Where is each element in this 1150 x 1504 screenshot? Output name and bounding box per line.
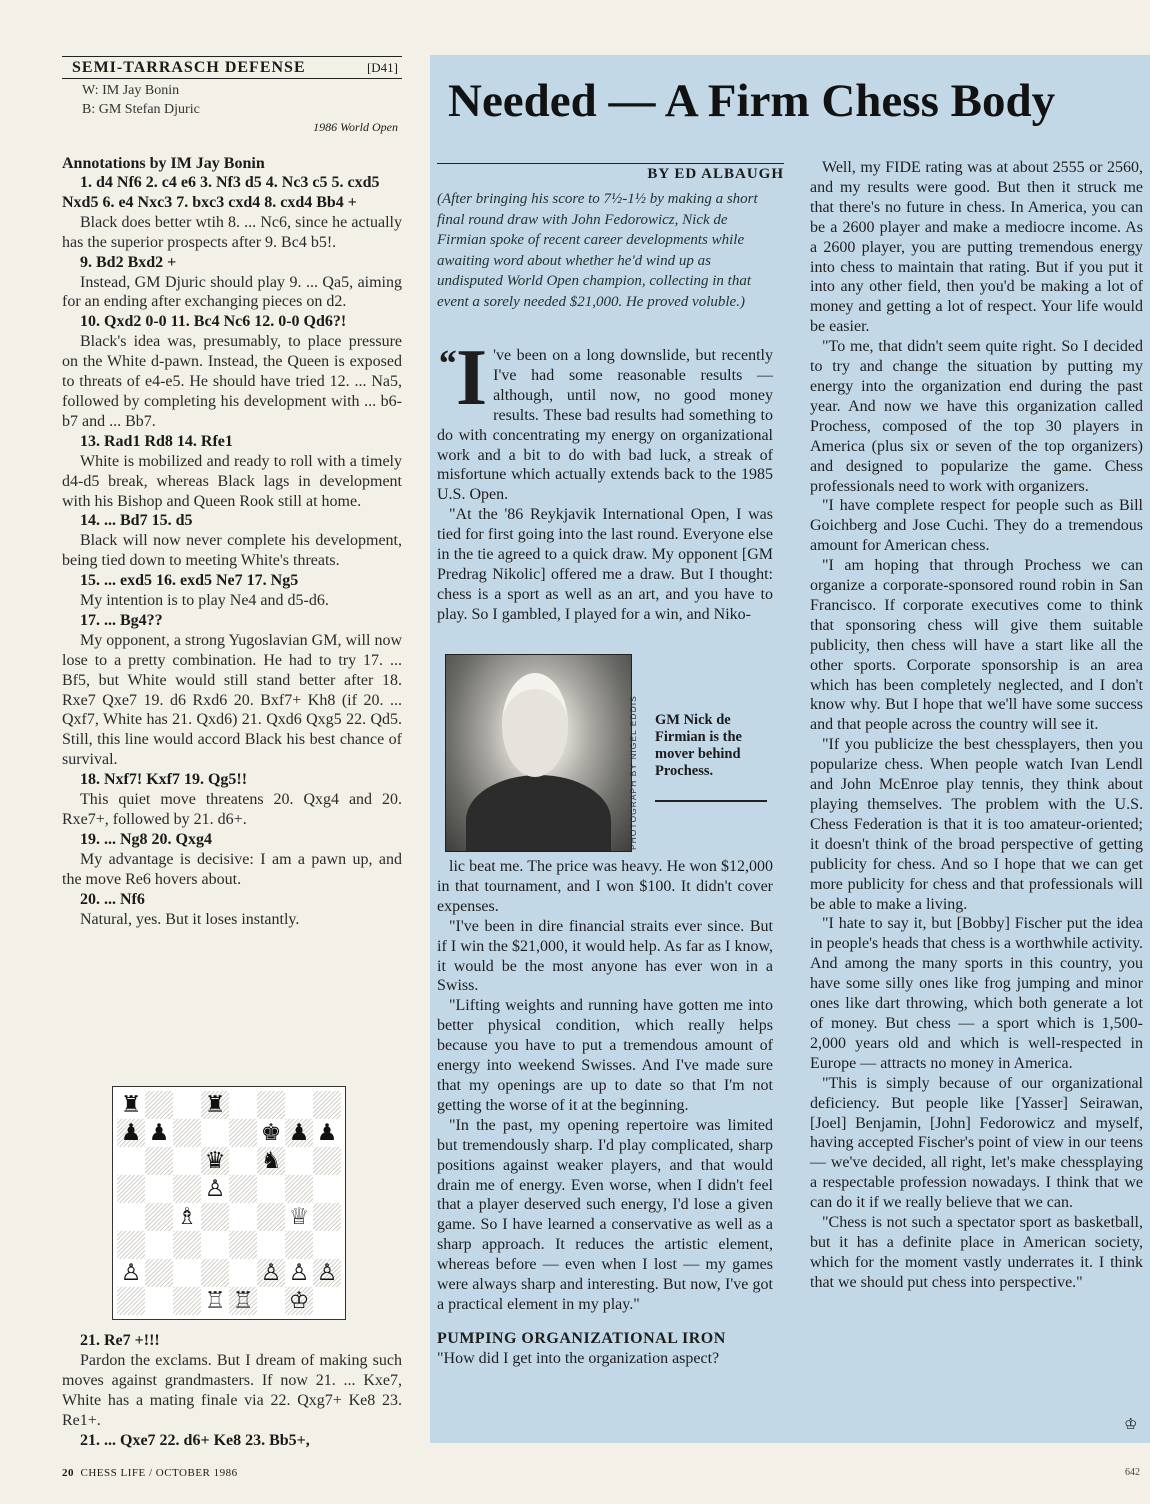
annotations-list-2: [62, 1331, 402, 1450]
magazine-line: CHESS LIFE / OCTOBER 1986: [80, 1467, 238, 1479]
game-column: [62, 56, 402, 929]
board-square: [173, 1287, 201, 1315]
board-square: ♟: [145, 1119, 173, 1147]
chess-diagram: [112, 1086, 346, 1320]
board-square: ♕: [285, 1203, 313, 1231]
column-2-paragraphs: [810, 158, 1143, 1293]
article-paragraph: "To me, that didn't seem quite right. So I decided to try and change the situation by putting my energy into the organization end during the past year. And now we have this organization called Prochess, composed of the top 30 players in America (plus six or seven of the top organizers) and designed to popularize the game. Chess professionals need to work with organizers.: [810, 338, 1143, 495]
board-square: [201, 1259, 229, 1287]
article-paragraph: "I am hoping that through Prochess we can organize a corporate-sponsored round robin in San Francisco. If corporate executives come to think that sponsoring chess will give them suitable publicity, then chess will have a start like all the other sports. Corporate sponsorship is an area which has been completely neglected, and I don't know why. But I hope that we'll have some success and that people across the country will see it.: [810, 557, 1143, 734]
subhead: PUMPING ORGANIZATIONAL IRON: [437, 1329, 726, 1347]
move-line: 21. Re7 +!!!: [80, 1332, 160, 1349]
caption-rule: [655, 800, 767, 802]
article-column-2: [810, 158, 1143, 1293]
headline: Needed — A Firm Chess Body: [448, 75, 1056, 127]
board-square: ♚: [257, 1119, 285, 1147]
board-square: ♙: [117, 1259, 145, 1287]
page-number: 20: [62, 1467, 74, 1479]
board-square: [229, 1259, 257, 1287]
board-square: [145, 1231, 173, 1259]
board-square: [313, 1287, 341, 1315]
annotations-list: [62, 173, 402, 929]
portrait-photo: [445, 654, 632, 852]
board-square: [145, 1203, 173, 1231]
move-line: 13. Rad1 Rd8 14. Rfe1: [80, 432, 233, 450]
annotation-note: Natural, yes. But it loses instantly.: [80, 910, 300, 928]
board-square: [257, 1287, 285, 1315]
board-square: [313, 1231, 341, 1259]
board-square: [285, 1231, 313, 1259]
board-square: [313, 1147, 341, 1175]
open-quote-mark: “: [437, 343, 456, 385]
article-paragraph: "I have complete respect for people such as Bill Goichberg and Jose Cuchi. They do a tremendous amount for American chess.: [810, 497, 1143, 555]
opening-paragraph: [437, 334, 773, 505]
move-line: 10. Qxd2 0-0 11. Bc4 Nc6 12. 0-0 Qd6?!: [80, 313, 347, 331]
article-paragraph: "At the '86 Reykjavik International Open, I was tied for first going into the last round. Everyone else in the tie agreed to a quick draw. My opponent [GM Predrag Nikolic] offered me a draw. But I thought: chess is a sport as well as an art, and you have to play. So I gambled, I played for a win, and Niko-: [437, 506, 773, 623]
chess-board: [117, 1091, 341, 1315]
annotation-note: White is mobilized and ready to roll with a timely d4-d5 break, whereas Black lags in development with his Bishop and Queen Rook still at home.: [62, 452, 402, 510]
move-line: 20. ... Nf6: [80, 890, 145, 908]
board-square: ♟: [313, 1119, 341, 1147]
photo-shirt: [466, 775, 611, 852]
photo-caption: GM Nick de Firmian is the mover behind Prochess.: [655, 712, 742, 779]
board-square: [117, 1231, 145, 1259]
board-square: [229, 1175, 257, 1203]
event-name: 1986 World Open: [313, 120, 398, 134]
board-square: [313, 1203, 341, 1231]
board-square: ♞: [257, 1147, 285, 1175]
move-line: 21. ... Qxe7 22. d6+ Ke8 23. Bb5+,: [80, 1431, 310, 1449]
board-square: [257, 1231, 285, 1259]
move-line: 14. ... Bd7 15. d5: [80, 512, 193, 530]
board-square: [117, 1147, 145, 1175]
board-square: [257, 1091, 285, 1119]
subhead-paragraph: "How did I get into the organization aspect?: [437, 1349, 720, 1367]
board-square: [201, 1203, 229, 1231]
white-player: W: IM Jay Bonin: [82, 83, 180, 98]
article-paragraph: "Lifting weights and running have gotten me into better physical condition, which really helps because you have to put a tremendous amount of energy into weekend Swisses. And I've made sure that my openings are up to date so that I'm not getting the worse of it at the beginning.: [437, 997, 773, 1114]
board-square: [173, 1091, 201, 1119]
move-line: 18. Nxf7! Kxf7 19. Qg5!!: [80, 771, 248, 789]
move-line: 19. ... Ng8 20. Qxg4: [80, 830, 212, 848]
board-square: [145, 1147, 173, 1175]
article-paragraph: lic beat me. The price was heavy. He won $12,000 in that tournament, and I won $100. It didn't cover expenses.: [437, 858, 773, 915]
board-square: [145, 1091, 173, 1119]
board-square: [285, 1175, 313, 1203]
article-paragraph: "I've been in dire financial straits ever since. But if I win the $21,000, it would help. As far as I know, it would be the most anyone has ever won in a Swiss.: [437, 917, 773, 995]
board-square: [201, 1119, 229, 1147]
annotation-note: Black's idea was, presumably, to place pressure on the White d-pawn. Instead, the Queen is exposed to threats of e4-e5. He should have tried 12. ... Na5, followed by completing his development with ... b6-b7 and ... Bb7.: [62, 333, 402, 430]
annotation-note: This quiet move threatens 20. Qxg4 and 20. Rxe7+, followed by 21. d6+.: [62, 791, 402, 828]
board-square: [313, 1175, 341, 1203]
drop-cap: I: [456, 334, 488, 422]
article-paragraph: "I hate to say it, but [Bobby] Fischer put the idea in people's heads that chess is a worthwhile activity. And among the many sports in this country, you have some silly ones like frog jumping and minor ones like dart throwing, which both generate a lot of money. But chess — a sport which is 1,500-2,000 years old and which is well-respected in Europe — attracts no money in America.: [810, 915, 1143, 1072]
board-square: [173, 1119, 201, 1147]
annotation-note: Instead, GM Djuric should play 9. ... Qa5, aiming for an ending after exchanging pieces on d2.: [62, 273, 402, 311]
move-line: 17. ... Bg4??: [80, 611, 163, 629]
article-paragraph: "If you publicize the best chessplayers, then you popularize chess. When people watch Ivan Lendl and John McEnroe play tennis, they think about playing themselves. The problem with the U.S. Chess Federation is that it is too amateur-oriented; it doesn't think of the broad perspective of getting publicity for chess. And so I hope that we can get more publicity for chess and that professionals will be able to make a living.: [810, 736, 1143, 913]
board-square: [313, 1091, 341, 1119]
board-square: [117, 1175, 145, 1203]
board-square: [173, 1175, 201, 1203]
end-mark-icon: ♔: [1124, 1415, 1138, 1433]
board-square: [145, 1259, 173, 1287]
column-1b-paragraphs: [437, 857, 773, 1315]
photo-face: [502, 673, 568, 777]
byline-rule: [437, 163, 784, 164]
annotator-line: Annotations by IM Jay Bonin: [62, 155, 265, 172]
board-square: [145, 1175, 173, 1203]
annotation-note: Black will now never complete his development, being tied down to meeting White's threats.: [62, 532, 402, 570]
black-player: B: GM Stefan Djuric: [82, 102, 200, 117]
article-paragraph: "In the past, my opening repertoire was limited but tremendously sharp. I'd play complicated, sharp positions against weaker players, and that would drain me of energy. Even worse, when I didn't feel that a player deserved such energy, I'd lose a given game. So I have learned a conservative as well as a sharp approach. It reduces the artistic element, whereas before — even when I lost — my games were always sharp and interesting. But now, I've got a practical element in my play.": [437, 1116, 773, 1313]
board-square: ♖: [229, 1287, 257, 1315]
board-square: ♛: [201, 1147, 229, 1175]
board-square: [229, 1091, 257, 1119]
board-square: [257, 1175, 285, 1203]
move-line: 9. Bd2 Bxd2 +: [80, 253, 177, 271]
board-square: [117, 1287, 145, 1315]
board-square: ♔: [285, 1287, 313, 1315]
move-line: 15. ... exd5 16. exd5 Ne7 17. Ng5: [80, 572, 299, 590]
opening-text: 've been on a long downslide, but recently I've had some reasonable results — although, until now, no good money results. These bad results had something to do with concentrating my energy on organizational work and a bit to do with bad luck, a streak of misfortune which actually extends back to the 1985 U.S. Open.: [437, 347, 773, 504]
game-header: [62, 56, 402, 79]
annotation-note: My intention is to play Ne4 and d5-d6.: [80, 592, 329, 610]
board-square: ♟: [117, 1119, 145, 1147]
board-square: [285, 1147, 313, 1175]
article-paragraph: "This is simply because of our organizational deficiency. But people like [Yasser] Seirawan, [Joel] Benjamin, [John] Fedorowicz and myself, having accepted Fischer's point of view in our teens — we've decided, all right, let's make chessplaying a respectable profession nowadays. I think that we can do it if we really believe that we can.: [810, 1074, 1143, 1212]
move-line: 1. d4 Nf6 2. c4 e6 3. Nf3 d5 4. Nc3 c5 5. cxd5 Nxd5 6. e4 Nxc3 7. bxc3 cxd4 8. cxd4 Bb4 +: [62, 174, 380, 211]
annotation-note: My advantage is decisive: I am a pawn up, and the move Re6 hovers about.: [62, 850, 402, 888]
article-column-1-bottom: [437, 857, 773, 1369]
board-square: [229, 1147, 257, 1175]
board-square: ♗: [173, 1203, 201, 1231]
byline: BY ED ALBAUGH: [647, 166, 784, 182]
article-paragraph: "Chess is not such a spectator sport as basketball, but it has a definite place in American society, which for the moment vastly underrates it. I think that we should put chess into perspective.": [810, 1214, 1143, 1291]
board-square: [229, 1119, 257, 1147]
page-footer: [62, 1467, 238, 1479]
eco-code: [D41]: [366, 60, 398, 75]
board-square: ♜: [117, 1091, 145, 1119]
annotation-note: Black does better wtih 8. ... Nc6, since he actually has the superior prospects after 9. Bc4 b5!.: [62, 213, 402, 251]
board-square: [173, 1147, 201, 1175]
article-paragraph: Well, my FIDE rating was at about 2555 or 2560, and my results were good. But then it struck me that there's no future in chess. In America, you can be a 2600 player and make a mediocre income. As a 2600 player, you are putting tremendous energy into chess to maintain that rating. But if you put it into any other field, then you'd be making a lot of money and getting a lot of respect. Your life would be easier.: [810, 159, 1143, 336]
annotations-continued: [62, 1331, 402, 1450]
game-title: SEMI-TARRASCH DEFENSE: [72, 59, 306, 76]
board-square: [201, 1231, 229, 1259]
board-square: ♖: [201, 1287, 229, 1315]
folio-number: 642: [1125, 1467, 1140, 1478]
board-square: ♙: [313, 1259, 341, 1287]
board-square: ♙: [201, 1175, 229, 1203]
column-1-paragraphs: [437, 505, 773, 624]
intro-paragraph: (After bringing his score to 7½-1½ by making a short final round draw with John Fedorowicz, Nick de Firmian spoke of recent career developments while awaiting word about whether he'd wind up as undisputed World Open champion, collecting in that event a sorely needed $21,000. He proved voluble.): [437, 191, 758, 310]
board-square: [229, 1231, 257, 1259]
board-square: [173, 1231, 201, 1259]
board-square: ♜: [201, 1091, 229, 1119]
board-square: ♟: [285, 1119, 313, 1147]
board-square: [285, 1091, 313, 1119]
annotation-note: My opponent, a strong Yugoslavian GM, will now lose to a pretty combination. He had to try 17. ... Bf5, but White would still stand better after 18. Rxe7 Qxe7 19. d6 Rxd6 20. Bxf7+ Kh8 (if 20. ... Qxf7, White has 21. Qxd6) 21. Qxd6 Qxg5 22. Qd5. Still, this line would accord Black his best chance of survival.: [62, 631, 402, 769]
board-square: [117, 1203, 145, 1231]
board-square: [173, 1259, 201, 1287]
board-square: [229, 1203, 257, 1231]
board-square: ♙: [285, 1259, 313, 1287]
board-square: [257, 1203, 285, 1231]
board-square: ♙: [257, 1259, 285, 1287]
photo-credit: PHOTOGRAPH BY NIGEL EDDIS: [628, 695, 638, 850]
players: [62, 81, 402, 119]
article-column-1-top: [437, 334, 773, 625]
annotation-note: Pardon the exclams. But I dream of making such moves against grandmasters. If now 21. ... Kxe7, White has a mating finale via 22. Qxg7+ Ke8 23. Re1+.: [62, 1351, 402, 1429]
board-square: [145, 1287, 173, 1315]
